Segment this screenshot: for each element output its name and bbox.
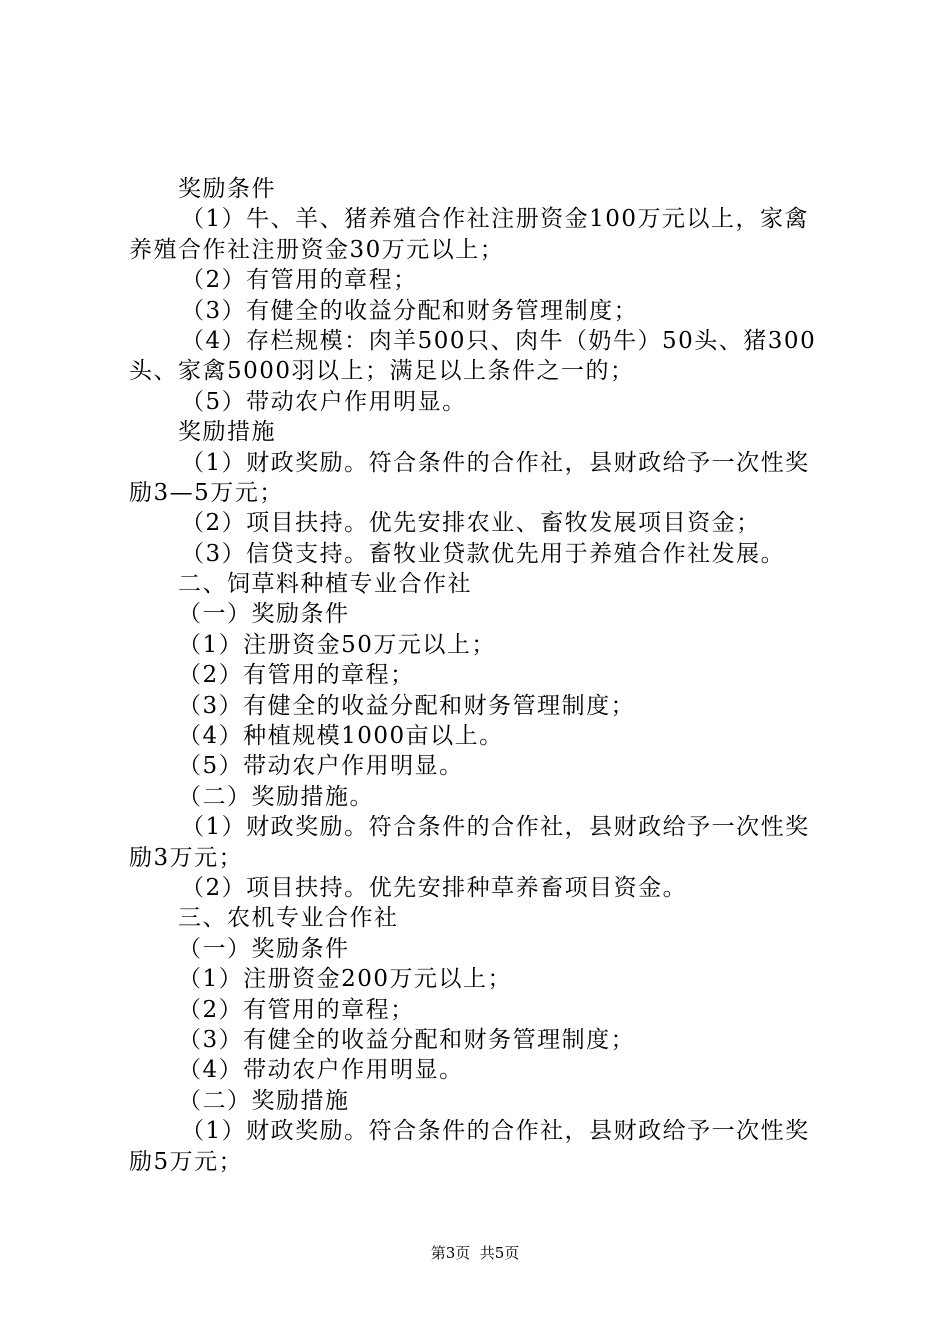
- text-line: 三、农机专业合作社: [178, 905, 399, 932]
- text-line: （1）财政奖励。符合条件的合作社，县财政给予一次性奖: [181, 814, 810, 841]
- text-line: （2）有管用的章程；: [178, 996, 415, 1023]
- text-line: （4）种植规模1000亩以上。: [178, 723, 504, 750]
- text-line: （4）存栏规模：肉羊500只、肉牛（奶牛）50头、猪300: [181, 327, 817, 354]
- text-line: （1）财政奖励。符合条件的合作社，县财政给予一次性奖: [181, 449, 810, 476]
- text-line: 二、饲草料种植专业合作社: [178, 571, 472, 598]
- text-line: 励3—5万元；: [129, 479, 284, 506]
- text-line: （5）带动农户作用明显。: [181, 388, 467, 415]
- text-line: （一）奖励条件: [178, 935, 350, 962]
- text-line: （2）有管用的章程；: [181, 267, 418, 294]
- text-line: 奖励措施: [178, 419, 276, 446]
- text-line: （2）项目扶持。优先安排农业、畜牧发展项目资金；: [181, 510, 761, 537]
- text-line: （2）有管用的章程；: [178, 662, 415, 689]
- text-line: 励3万元；: [129, 844, 244, 871]
- text-line: 奖励条件: [178, 176, 276, 202]
- text-line: （3）信贷支持。畜牧业贷款优先用于养殖合作社发展。: [181, 540, 786, 567]
- text-line: （5）带动农户作用明显。: [178, 753, 464, 780]
- text-line: （2）项目扶持。优先安排种草养畜项目资金。: [181, 874, 688, 901]
- page-footer: 第3页 共5页: [430, 1244, 520, 1262]
- text-line: （3）有健全的收益分配和财务管理制度；: [178, 692, 636, 719]
- text-line: （1）注册资金200万元以上；: [178, 966, 513, 993]
- text-line: （1）牛、羊、猪养殖合作社注册资金100万元以上，家禽: [181, 206, 810, 233]
- text-line: （二）奖励措施。: [178, 783, 374, 810]
- text-line: （1）财政奖励。符合条件的合作社，县财政给予一次性奖: [181, 1118, 810, 1145]
- text-line: （一）奖励条件: [178, 601, 350, 628]
- text-line: （二）奖励措施: [178, 1087, 350, 1114]
- text-line: （4）带动农户作用明显。: [178, 1057, 464, 1084]
- text-line: 养殖合作社注册资金30万元以上；: [129, 236, 505, 263]
- document-body: [129, 174, 834, 1177]
- text-line: 头、家禽5000羽以上；满足以上条件之一的；: [129, 358, 635, 385]
- text-line: （1）注册资金50万元以上；: [178, 631, 496, 658]
- text-line: （3）有健全的收益分配和财务管理制度；: [178, 1026, 636, 1053]
- text-line: 励5万元；: [129, 1148, 244, 1175]
- text-line: （3）有健全的收益分配和财务管理制度；: [181, 297, 639, 324]
